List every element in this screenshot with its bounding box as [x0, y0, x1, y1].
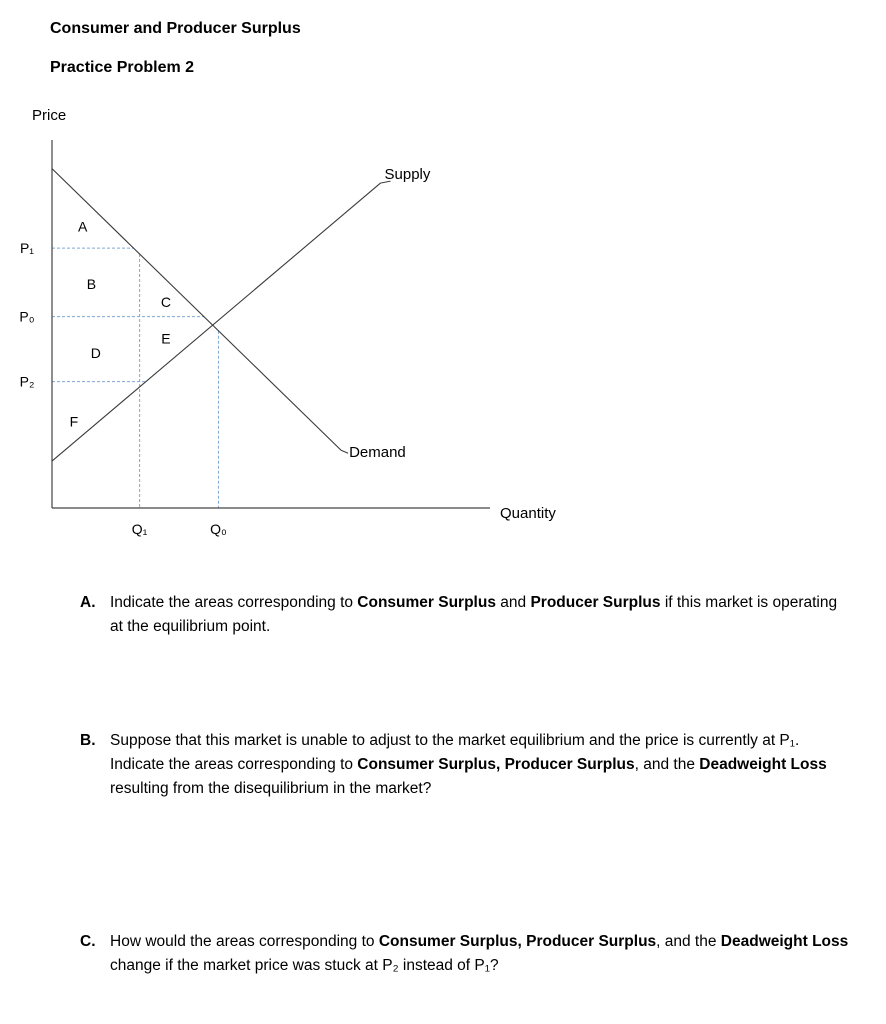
q1-label: Q₁ [131, 521, 148, 537]
demand-label: Demand [349, 444, 406, 462]
y-axis-label: Price [32, 107, 67, 124]
question-text-run: Consumer Surplus, Producer Surplus [357, 756, 635, 773]
question-text-run: , and the [656, 933, 721, 950]
question-text-run: Producer Surplus [530, 594, 661, 611]
question-c-text [110, 930, 850, 978]
question-text-run: Indicate the areas corresponding to [110, 594, 358, 611]
question-text-run: and [495, 594, 531, 611]
p0-label: P₀ [19, 308, 35, 325]
question-b-letter: B. [80, 732, 96, 749]
region-e-label: E [161, 330, 171, 347]
question-text-run: Deadweight Loss [699, 756, 827, 773]
supply-label: Supply [384, 166, 431, 184]
q0-label: Q₀ [210, 521, 227, 537]
supply-demand-chart [0, 95, 600, 555]
region-b-label: B [86, 276, 97, 293]
page-subtitle: Practice Problem 2 [50, 59, 195, 76]
region-f-label: F [69, 413, 79, 430]
question-c-letter: C. [80, 933, 96, 950]
region-d-label: D [90, 344, 101, 361]
question-text-run: resulting from the disequilibrium in the market? [110, 780, 432, 797]
question-text-run: Consumer Surplus [357, 594, 496, 611]
question-text-run: Suppose that this market is unable to adjust to the market equilibrium and the price is currently at P₁. Indicate the areas corresponding to [110, 732, 800, 773]
question-text-run: change if the market price was stuck at P₂ instead of P₁? [110, 957, 499, 974]
demand-line [52, 169, 341, 451]
supply-line [52, 183, 381, 461]
p1-label: P₁ [19, 240, 35, 257]
question-text-run: Consumer Surplus, Producer Surplus [378, 933, 657, 950]
question-a-text [110, 591, 850, 639]
question-b-text [110, 729, 850, 801]
question-text-run: if this market is operating at the equilibrium point. [110, 594, 838, 635]
page-title: Consumer and Producer Surplus [50, 20, 301, 37]
region-a-label: A [77, 218, 88, 235]
question-text-run: , and the [634, 756, 700, 773]
region-c-label: C [160, 294, 171, 311]
demand-label-tick [341, 450, 348, 453]
p2-label: P₂ [19, 373, 35, 390]
question-text-run: Deadweight Loss [720, 933, 849, 950]
question-text-run: How would the areas corresponding to [110, 933, 379, 950]
question-a-letter: A. [80, 594, 96, 611]
x-axis-label: Quantity [500, 505, 556, 522]
